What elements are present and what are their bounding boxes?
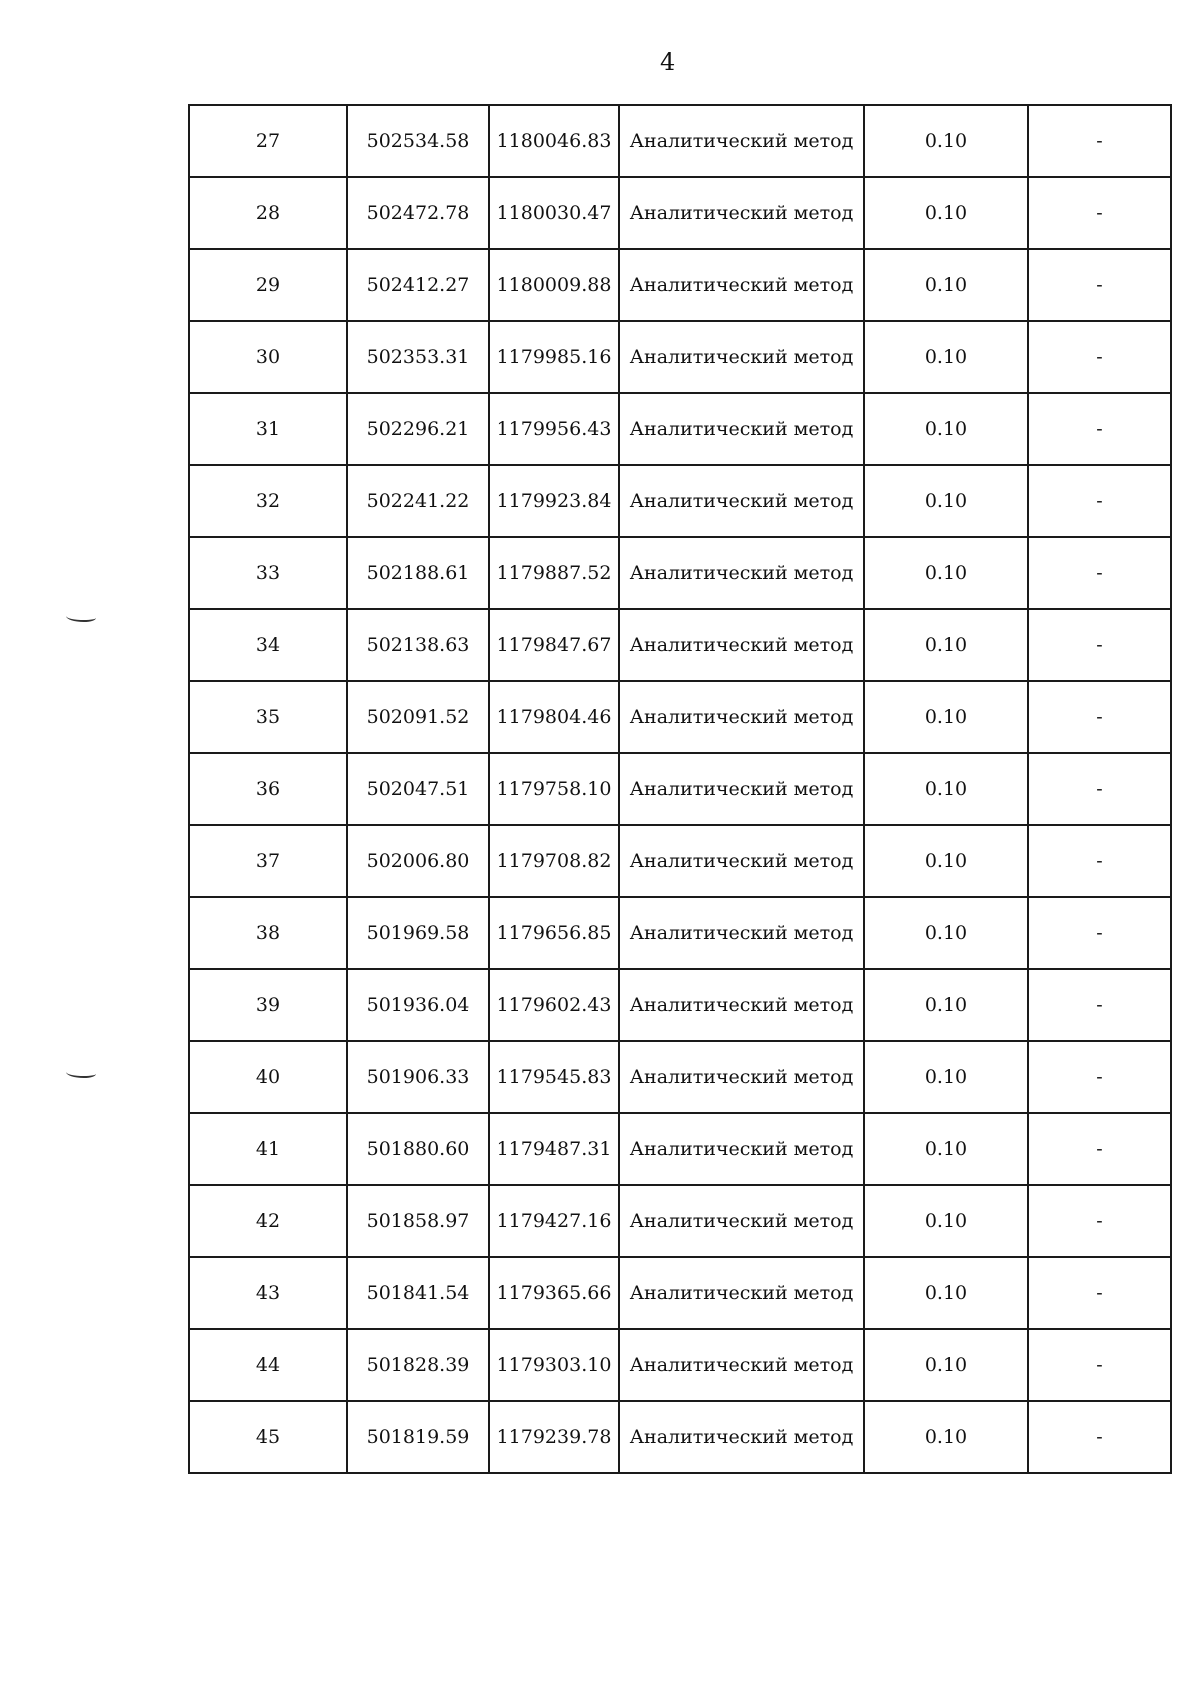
table-row: [189, 393, 1171, 465]
x-coordinate-cell: 502091.52: [347, 681, 489, 753]
x-coordinate-cell: 502353.31: [347, 321, 489, 393]
table-row: [189, 969, 1171, 1041]
table-row: [189, 825, 1171, 897]
description-cell: -: [1028, 753, 1171, 825]
point-number-cell: 42: [189, 1185, 347, 1257]
method-cell: Аналитический метод: [619, 249, 864, 321]
method-cell: Аналитический метод: [619, 465, 864, 537]
accuracy-cell: 0.10: [864, 1257, 1028, 1329]
x-coordinate-cell: 502188.61: [347, 537, 489, 609]
table-row: [189, 1257, 1171, 1329]
x-coordinate-cell: 502296.21: [347, 393, 489, 465]
method-cell: Аналитический метод: [619, 753, 864, 825]
table-row: [189, 321, 1171, 393]
description-cell: -: [1028, 537, 1171, 609]
method-cell: Аналитический метод: [619, 969, 864, 1041]
method-cell: Аналитический метод: [619, 1329, 864, 1401]
point-number-cell: 29: [189, 249, 347, 321]
x-coordinate-cell: 501858.97: [347, 1185, 489, 1257]
point-number-cell: 33: [189, 537, 347, 609]
scan-margin-mark: [66, 612, 96, 622]
y-coordinate-cell: 1180030.47: [489, 177, 619, 249]
table-row: [189, 1113, 1171, 1185]
description-cell: -: [1028, 1041, 1171, 1113]
method-cell: Аналитический метод: [619, 1257, 864, 1329]
table-row: [189, 105, 1171, 177]
method-cell: Аналитический метод: [619, 393, 864, 465]
accuracy-cell: 0.10: [864, 897, 1028, 969]
method-cell: Аналитический метод: [619, 897, 864, 969]
y-coordinate-cell: 1179985.16: [489, 321, 619, 393]
point-number-cell: 36: [189, 753, 347, 825]
scan-margin-mark: [66, 1068, 96, 1078]
point-number-cell: 45: [189, 1401, 347, 1473]
accuracy-cell: 0.10: [864, 609, 1028, 681]
description-cell: -: [1028, 681, 1171, 753]
x-coordinate-cell: 502047.51: [347, 753, 489, 825]
point-number-cell: 37: [189, 825, 347, 897]
x-coordinate-cell: 502412.27: [347, 249, 489, 321]
method-cell: Аналитический метод: [619, 321, 864, 393]
y-coordinate-cell: 1179847.67: [489, 609, 619, 681]
accuracy-cell: 0.10: [864, 393, 1028, 465]
coordinates-table: [188, 104, 1172, 1474]
description-cell: -: [1028, 1257, 1171, 1329]
method-cell: Аналитический метод: [619, 681, 864, 753]
point-number-cell: 30: [189, 321, 347, 393]
accuracy-cell: 0.10: [864, 681, 1028, 753]
x-coordinate-cell: 501936.04: [347, 969, 489, 1041]
x-coordinate-cell: 501880.60: [347, 1113, 489, 1185]
method-cell: Аналитический метод: [619, 537, 864, 609]
accuracy-cell: 0.10: [864, 321, 1028, 393]
method-cell: Аналитический метод: [619, 105, 864, 177]
accuracy-cell: 0.10: [864, 969, 1028, 1041]
accuracy-cell: 0.10: [864, 1401, 1028, 1473]
y-coordinate-cell: 1179303.10: [489, 1329, 619, 1401]
y-coordinate-cell: 1179239.78: [489, 1401, 619, 1473]
page-number: 4: [660, 48, 676, 76]
point-number-cell: 44: [189, 1329, 347, 1401]
x-coordinate-cell: 502534.58: [347, 105, 489, 177]
description-cell: -: [1028, 897, 1171, 969]
point-number-cell: 35: [189, 681, 347, 753]
y-coordinate-cell: 1179427.16: [489, 1185, 619, 1257]
x-coordinate-cell: 502138.63: [347, 609, 489, 681]
method-cell: Аналитический метод: [619, 1401, 864, 1473]
description-cell: -: [1028, 1401, 1171, 1473]
y-coordinate-cell: 1179365.66: [489, 1257, 619, 1329]
method-cell: Аналитический метод: [619, 1185, 864, 1257]
y-coordinate-cell: 1179656.85: [489, 897, 619, 969]
table-row: [189, 1185, 1171, 1257]
point-number-cell: 40: [189, 1041, 347, 1113]
x-coordinate-cell: 502006.80: [347, 825, 489, 897]
accuracy-cell: 0.10: [864, 1185, 1028, 1257]
description-cell: -: [1028, 969, 1171, 1041]
accuracy-cell: 0.10: [864, 753, 1028, 825]
method-cell: Аналитический метод: [619, 825, 864, 897]
accuracy-cell: 0.10: [864, 825, 1028, 897]
x-coordinate-cell: 501828.39: [347, 1329, 489, 1401]
accuracy-cell: 0.10: [864, 177, 1028, 249]
description-cell: -: [1028, 825, 1171, 897]
table-row: [189, 681, 1171, 753]
point-number-cell: 34: [189, 609, 347, 681]
y-coordinate-cell: 1180009.88: [489, 249, 619, 321]
accuracy-cell: 0.10: [864, 1113, 1028, 1185]
y-coordinate-cell: 1179956.43: [489, 393, 619, 465]
accuracy-cell: 0.10: [864, 249, 1028, 321]
table-row: [189, 537, 1171, 609]
y-coordinate-cell: 1180046.83: [489, 105, 619, 177]
accuracy-cell: 0.10: [864, 1329, 1028, 1401]
y-coordinate-cell: 1179545.83: [489, 1041, 619, 1113]
description-cell: -: [1028, 321, 1171, 393]
description-cell: -: [1028, 393, 1171, 465]
accuracy-cell: 0.10: [864, 465, 1028, 537]
y-coordinate-cell: 1179708.82: [489, 825, 619, 897]
y-coordinate-cell: 1179602.43: [489, 969, 619, 1041]
table-row: [189, 1329, 1171, 1401]
y-coordinate-cell: 1179487.31: [489, 1113, 619, 1185]
table-row: [189, 897, 1171, 969]
description-cell: -: [1028, 249, 1171, 321]
point-number-cell: 32: [189, 465, 347, 537]
x-coordinate-cell: 501819.59: [347, 1401, 489, 1473]
point-number-cell: 38: [189, 897, 347, 969]
x-coordinate-cell: 502241.22: [347, 465, 489, 537]
table-row: [189, 177, 1171, 249]
method-cell: Аналитический метод: [619, 177, 864, 249]
description-cell: -: [1028, 177, 1171, 249]
description-cell: -: [1028, 609, 1171, 681]
accuracy-cell: 0.10: [864, 105, 1028, 177]
table-row: [189, 609, 1171, 681]
point-number-cell: 39: [189, 969, 347, 1041]
table-row: [189, 753, 1171, 825]
table-row: [189, 249, 1171, 321]
x-coordinate-cell: 501841.54: [347, 1257, 489, 1329]
x-coordinate-cell: 502472.78: [347, 177, 489, 249]
description-cell: -: [1028, 105, 1171, 177]
table-row: [189, 1401, 1171, 1473]
point-number-cell: 27: [189, 105, 347, 177]
point-number-cell: 28: [189, 177, 347, 249]
y-coordinate-cell: 1179804.46: [489, 681, 619, 753]
description-cell: -: [1028, 1113, 1171, 1185]
y-coordinate-cell: 1179923.84: [489, 465, 619, 537]
coordinates-table-body: [189, 105, 1171, 1473]
accuracy-cell: 0.10: [864, 537, 1028, 609]
point-number-cell: 31: [189, 393, 347, 465]
description-cell: -: [1028, 465, 1171, 537]
point-number-cell: 43: [189, 1257, 347, 1329]
accuracy-cell: 0.10: [864, 1041, 1028, 1113]
table-row: [189, 465, 1171, 537]
x-coordinate-cell: 501969.58: [347, 897, 489, 969]
table-row: [189, 1041, 1171, 1113]
point-number-cell: 41: [189, 1113, 347, 1185]
y-coordinate-cell: 1179887.52: [489, 537, 619, 609]
description-cell: -: [1028, 1185, 1171, 1257]
method-cell: Аналитический метод: [619, 1041, 864, 1113]
description-cell: -: [1028, 1329, 1171, 1401]
x-coordinate-cell: 501906.33: [347, 1041, 489, 1113]
method-cell: Аналитический метод: [619, 1113, 864, 1185]
y-coordinate-cell: 1179758.10: [489, 753, 619, 825]
method-cell: Аналитический метод: [619, 609, 864, 681]
